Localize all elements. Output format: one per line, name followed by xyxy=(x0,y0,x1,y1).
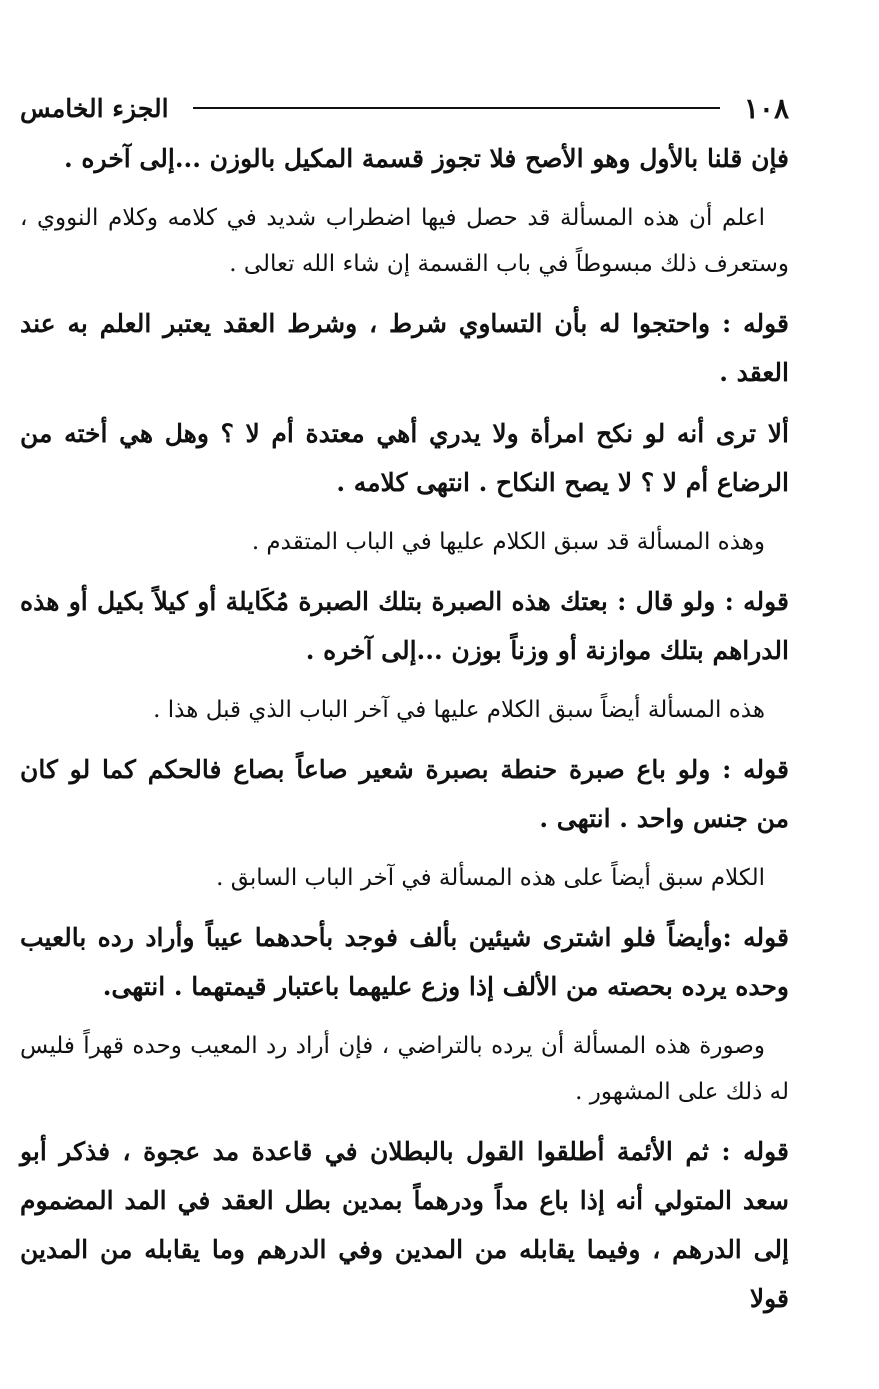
page-header xyxy=(20,84,789,132)
page-number: ١٠٨ xyxy=(743,91,789,125)
book-page xyxy=(20,84,789,1335)
header-rule xyxy=(193,107,720,109)
quote-paragraph: قوله : ولو قال : بعتك هذه الصبرة بتلك الصبرة مُكَايلة أو كيلاً بكيل أو هذه الدراهم بتلك موازنة أو وزناً بوزن ...إلى آخره . xyxy=(20,587,789,665)
quote-paragraph: فإن قلنا بالأول وهو الأصح فلا تجوز قسمة المكيل بالوزن ...إلى آخره . xyxy=(64,144,789,173)
quote-paragraph: ألا ترى أنه لو نكح امرأة ولا يدري أهي معتدة أم لا ؟ وهل هي أخته من الرضاع أم لا ؟ لا يصح النكاح . انتهى كلامه . xyxy=(20,419,789,497)
quote-paragraph: قوله : ولو باع صبرة حنطة بصبرة شعير صاعاً بصاع فالحكم كما لو كان من جنس واحد . انتهى . xyxy=(20,755,789,833)
running-title: الجزء الخامس xyxy=(20,93,169,123)
commentary-paragraph: اعلم أن هذه المسألة قد حصل فيها اضطراب شديد في كلامه وكلام النووي ، وستعرف ذلك مبسوطاً في باب القسمة إن شاء الله تعالى . xyxy=(20,205,789,277)
commentary-paragraph: وهذه المسألة قد سبق الكلام عليها في الباب المتقدم . xyxy=(251,529,765,555)
commentary-paragraph: وصورة هذه المسألة أن يرده بالتراضي ، فإن أراد رد المعيب وحده قهراً فليس له ذلك على المشهور . xyxy=(20,1033,789,1105)
quote-paragraph: قوله : ثم الأئمة أطلقوا القول بالبطلان في قاعدة مد عجوة ، فذكر أبو سعد المتولي أنه إذا باع مداً ودرهماً بمدين بطل العقد في المد المضموم إلى الدرهم ، وفيما يقابله من المدين وفي الدرهم وما يقابله من المدين قولا xyxy=(20,1137,789,1313)
commentary-paragraph: هذه المسألة أيضاً سبق الكلام عليها في آخر الباب الذي قبل هذا . xyxy=(153,697,765,723)
quote-paragraph: قوله :وأيضاً فلو اشترى شيئين بألف فوجد بأحدهما عيباً وأراد رده بالعيب وحده يرده بحصته من الألف إذا وزع عليهما باعتبار قيمتهما . انتهى. xyxy=(20,923,789,1001)
quote-paragraph: قوله : واحتجوا له بأن التساوي شرط ، وشرط العقد يعتبر العلم به عند العقد . xyxy=(20,309,789,387)
commentary-paragraph: الكلام سبق أيضاً على هذه المسألة في آخر الباب السابق . xyxy=(216,865,765,891)
